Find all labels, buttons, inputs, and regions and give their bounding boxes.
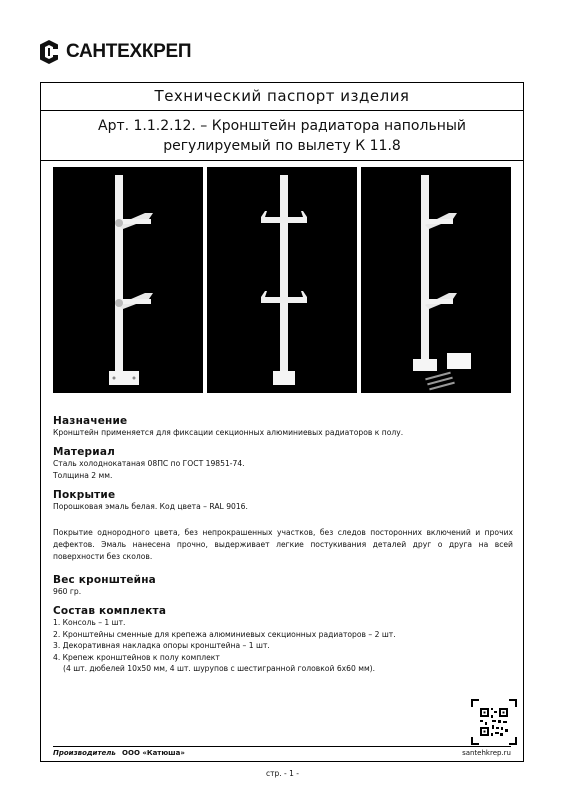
- list-item: 1. Консоль – 1 шт.: [53, 618, 126, 627]
- section-material: [53, 446, 513, 482]
- section-heading: Состав комплекта: [53, 605, 167, 617]
- section-text: Сталь холоднокатаная 08ПС по ГОСТ 19851-74.: [53, 459, 245, 468]
- bracket-image-kit: [361, 167, 511, 393]
- section-heading: Покрытие: [53, 489, 116, 501]
- footer: [53, 746, 511, 759]
- doc-title: Технический паспорт изделия: [41, 83, 523, 111]
- section-text: Порошковая эмаль белая. Код цвета – RAL 9016.: [53, 502, 248, 511]
- brand-logo: [38, 38, 191, 66]
- section-kit: [53, 605, 513, 675]
- section-heading: Назначение: [53, 415, 128, 427]
- page-number: стр. - 1 -: [266, 769, 299, 778]
- product-photo-1: [53, 167, 203, 393]
- product-photos: [53, 167, 511, 393]
- document-frame: [40, 82, 524, 762]
- list-item: (4 шт. дюбелей 10х50 мм, 4 шт. шурупов с шестигранной головкой 6х60 мм).: [63, 664, 376, 674]
- section-weight: [53, 574, 513, 598]
- coating-note: Покрытие однородного цвета, без непрокрашенных участков, без следов посторонних включений и прочих дефектов. Эмаль нанесена прочно, выдерживает легкие постукивания деталей друг о друга на всей поверхности без сколов.: [53, 528, 513, 561]
- doc-subtitle: [41, 111, 523, 161]
- section-text: 960 гр.: [53, 587, 82, 596]
- brand-name: САНТЕХКРЕП: [66, 41, 192, 62]
- section-heading: Материал: [53, 446, 115, 458]
- qr-code-icon[interactable]: [471, 699, 517, 745]
- section-text: Толщина 2 мм.: [53, 471, 113, 480]
- maker-name: ООО «Катюша»: [122, 749, 185, 757]
- brand-logo-icon: [38, 39, 60, 65]
- list-item: 2. Кронштейны сменные для крепежа алюминиевых секционных радиаторов – 2 шт.: [53, 629, 396, 639]
- section-coating: [53, 489, 513, 563]
- document-body: [53, 415, 513, 675]
- bracket-image-assembled: [53, 167, 203, 393]
- section-purpose: [53, 415, 513, 439]
- doc-subtitle-line2: регулируемый по вылету К 11.8: [163, 138, 401, 154]
- footer-maker: [53, 747, 185, 759]
- list-item: 4. Крепеж кронштейнов к полу комплект: [53, 652, 220, 662]
- footer-site-link[interactable]: santehkrep.ru: [462, 749, 511, 757]
- doc-subtitle-line1: Арт. 1.1.2.12. – Кронштейн радиатора напольный: [98, 118, 466, 134]
- list-item: 3. Декоративная накладка опоры кронштейна – 1 шт.: [53, 641, 270, 651]
- product-photo-2: [207, 167, 357, 393]
- section-text: Кронштейн применяется для фиксации секционных алюминиевых радиаторов к полу.: [53, 428, 404, 437]
- maker-label: Производитель: [53, 749, 116, 757]
- bracket-image-front: [207, 167, 357, 393]
- section-heading: Вес кронштейна: [53, 574, 156, 586]
- product-photo-3: [361, 167, 511, 393]
